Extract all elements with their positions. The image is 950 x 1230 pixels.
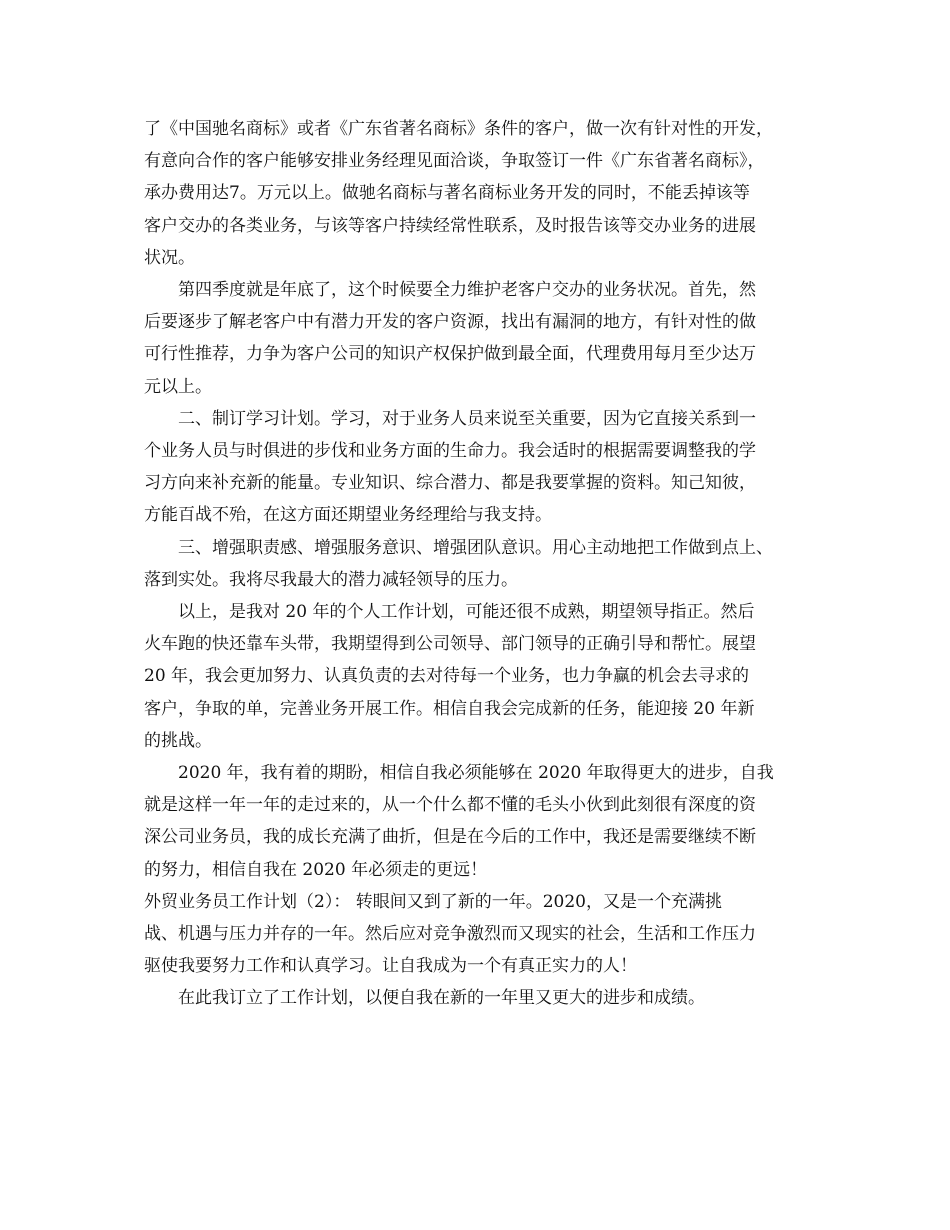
document-body bbox=[144, 113, 826, 1015]
paragraph: 在此我订立了工作计划，以便自我在新的一年里又更大的进步和成绩。 bbox=[178, 988, 705, 1009]
paragraph: 第四季度就是年底了，这个时候要全力维护老客户交办的业务状况。首先，然 后要逐步了解老客户中有潜力开发的客户资源，找出有漏洞的地方，有针对性的做 可行性推荐，力争为客户公司的知识产权保护做到最全面，代理费用每月至少达万 元以上。 bbox=[144, 280, 756, 397]
paragraph: 二、制订学习计划。学习，对于业务人员来说至关重要，因为它直接关系到一 个业务人员与时俱进的步伐和业务方面的生命力。我会适时的根据需要调整我的学 习方向来补充新的能量。专业知识、综合潜力、都是我要掌握的资料。知己知彼， 方能百战不殆，在这方面还期望业务经理给与我支持。 bbox=[144, 408, 756, 526]
paragraph: 三、增强职责感、增强服务意识、增强团队意识。用心主动地把工作做到点上、 落到实处。我将尽我最大的潜力减轻领导的压力。 bbox=[144, 537, 773, 590]
paragraph: 以上，是我对 20 年的个人工作计划，可能还很不成熟，期望领导指正。然后 火车跑的快还靠车头带，我期望得到公司领导、部门领导的正确引导和帮忙。展望 20 年，我会更加努力、认真负责的去对待每一个业务，也力争赢的机会去寻求的 客户，争取的单，完善业务开展工作。相信自我会完成新的任务，能迎接 20 年新 的挑战。 bbox=[144, 602, 756, 751]
paragraph-heading-plan-2: 外贸业务员工作计划（2）： 转眼间又到了新的一年。2020，又是一个充满挑 战、机遇与压力并存的一年。然后应对竞争激烈而又现实的社会，生活和工作压力 驱使我要努力工作和认真学习。让自我成为一个有真正实力的人！ bbox=[144, 891, 756, 977]
paragraph: 了《中国驰名商标》或者《广东省著名商标》条件的客户，做一次有针对性的开发， 有意向合作的客户能够安排业务经理见面洽谈，争取签订一件《广东省著名商标》， 承办费用达7。万元以上。做驰名商标与著名商标业务开发的同时，不能丢掉该等 客户交办的各类业务，与该等客户持续经常性联系，及时报告该等交办业务的进展 状况。 bbox=[144, 119, 773, 268]
paragraph: 2020 年，我有着的期盼，相信自我必须能够在 2020 年取得更大的进步，自我 就是这样一年一年的走过来的，从一个什么都不懂的毛头小伙到此刻很有深度的资 深公司业务员，我的成长充满了曲折，但是在今后的工作中，我还是需要继续不断 的努力，相信自我在 2020 年必须走的更远！ bbox=[144, 763, 774, 880]
